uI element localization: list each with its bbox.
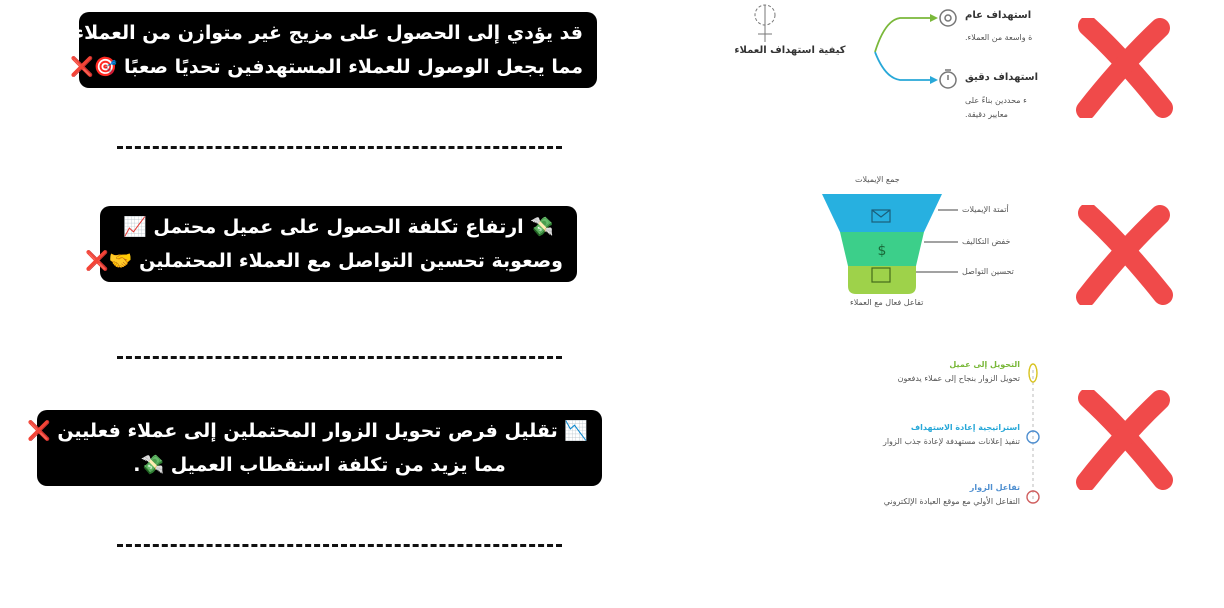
funnel-stage-3-label: تحسين التواصل [962,267,1014,276]
caption-2-line-1: 💸 ارتفاع تكلفة الحصول على عميل محتمل 📈 [123,216,554,238]
cross-mark-icon-2 [1068,205,1178,305]
funnel-stage-1-label: أتمتة الإيميلات [962,205,1009,214]
general-targeting-desc: ة واسعة من العملاء. [965,33,1033,42]
funnel-stage-2-label: خفض التكاليف [962,237,1011,246]
dollar-icon: $ [877,243,887,259]
step-1-desc: تحويل الزوار بنجاح إلى عملاء يدفعون [897,374,1020,383]
precise-targeting-title: استهداف دقيق [965,72,1039,83]
step-2-desc: تنفيذ إعلانات مستهدفة لإعادة جذب الزوار [882,437,1020,446]
caption-3 [19,410,602,486]
general-targeting-title: استهداف عام [965,10,1032,21]
funnel-bottom-label: تفاعل فعال مع العملاء [850,298,924,307]
cross-mark-icon-1 [1068,18,1178,118]
caption-3-line-1: 📉 تقليل فرص تحويل الزوار المحتملين إلى عملاء فعليين ❌، [19,420,588,442]
conversion-timeline [860,355,1050,515]
divider-1 [117,146,562,149]
targeting-title: كيفية استهداف العملاء [734,45,846,56]
caption-1-line-2: مما يجعل الوصول للعملاء المستهدفين تحديًا صعبًا 🎯❌. [62,56,583,78]
gear-icon [940,10,956,26]
step-1-title: التحويل إلى عميل [949,360,1020,369]
caption-1 [62,12,597,88]
targeting-diagram [710,0,1050,130]
caption-2-line-2: وصعوبة تحسين التواصل مع العملاء المحتملين 🤝❌. [77,250,563,272]
funnel-top-label: جمع الإيميلات [855,175,900,184]
divider-2 [117,356,562,359]
caption-2 [77,206,577,282]
step-3-desc: التفاعل الأولي مع موقع العيادة الإلكتروني [883,497,1020,506]
precise-targeting-desc-2: معايير دقيقة. [965,110,1008,119]
caption-1-line-1: قد يؤدي إلى الحصول على مزيج غير متوازن من العملاء، [67,22,583,44]
email-funnel-diagram [820,170,1040,315]
step-2-title: استراتيجية إعادة الاستهداف [910,423,1020,432]
caption-3-line-2: مما يزيد من تكلفة استقطاب العميل 💸. [133,454,506,476]
target-icon [755,5,775,42]
precise-targeting-desc-1: ء محددين بناءً على [965,96,1027,105]
divider-3 [117,544,562,547]
cross-mark-icon-3 [1068,390,1178,490]
step-3-title: تفاعل الزوار [969,483,1020,492]
stopwatch-icon [940,70,956,88]
